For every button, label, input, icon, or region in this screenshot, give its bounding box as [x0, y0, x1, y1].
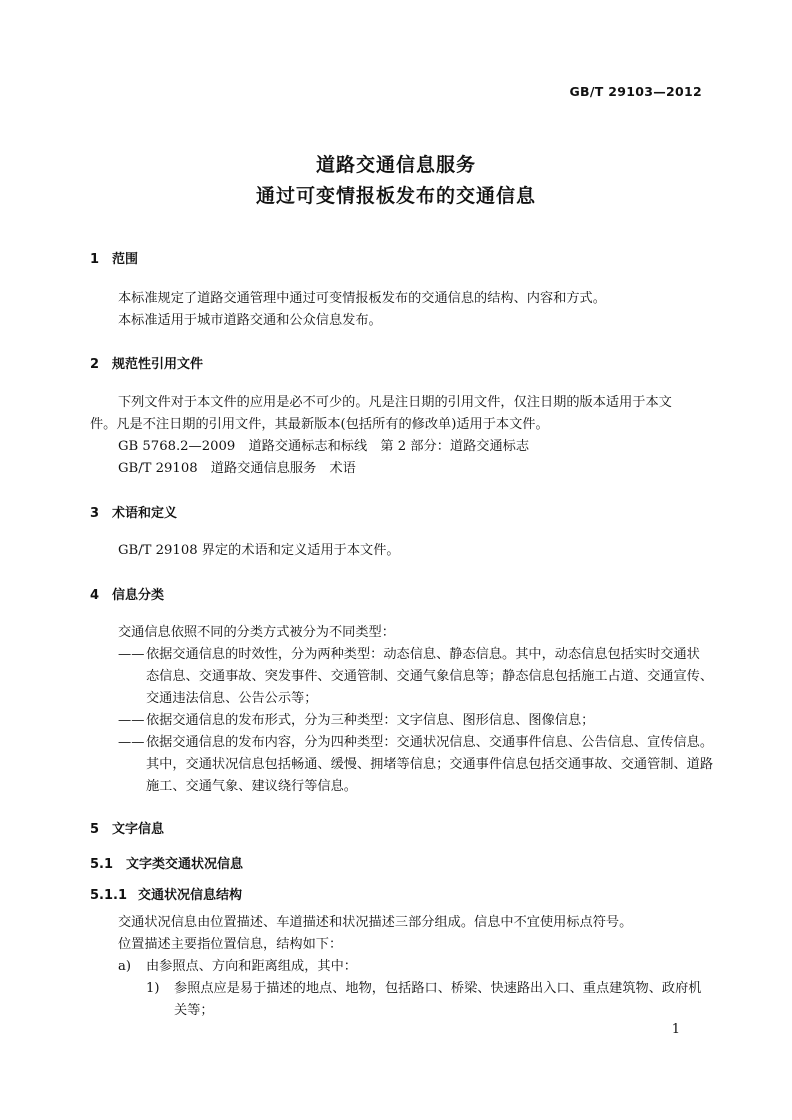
paragraph: 本标准规定了道路交通管理中通过可变情报板发布的交通信息的结构、内容和方式。 [118, 291, 606, 306]
reference-item: GB 5768.2—2009 道路交通标志和标线 第 2 部分：道路交通标志 [118, 439, 530, 454]
list-item [118, 710, 594, 732]
list-label: 1) [146, 981, 160, 996]
subsection-5-1-heading [90, 853, 243, 872]
section-number: 5 [90, 822, 100, 837]
paragraph: 位置描述主要指位置信息，结构如下： [118, 937, 343, 952]
list-item-continuation: 交通违法信息、公告公示等； [146, 691, 318, 706]
title-line-2: 通过可变情报板发布的交通信息 [255, 185, 536, 207]
paragraph: GB/T 29108 界定的术语和定义适用于本文件。 [118, 543, 400, 558]
section-1-heading [90, 248, 138, 267]
dash-marker: —— [118, 735, 145, 750]
paragraph: 交通状况信息由位置描述、车道描述和状况描述三部分组成。信息中不宜使用标点符号。 [118, 915, 633, 930]
section-number: 4 [90, 588, 100, 603]
standard-code: GB/T 29103—2012 [569, 84, 702, 99]
list-item-continuation: 施工、交通气象、建议绕行等信息。 [146, 779, 357, 794]
list-item-text: 依据交通信息的时效性，分为两种类型：动态信息、静态信息。其中，动态信息包括实时交通状 [146, 647, 700, 662]
page-number: 1 [671, 1022, 680, 1037]
section-5-heading [90, 818, 164, 837]
list-label: a) [118, 959, 132, 974]
subsection-5-1-1-heading [90, 884, 242, 903]
paragraph-line: 件。凡是不注日期的引用文件，其最新版本(包括所有的修改单)适用于本文件。 [90, 417, 549, 432]
list-item-continuation: 关等； [174, 1003, 214, 1018]
section-title: 文字信息 [112, 822, 165, 837]
paragraph-line: 下列文件对于本文件的应用是必不可少的。凡是注日期的引用文件，仅注日期的版本适用于本文 [118, 395, 672, 410]
dash-marker: —— [118, 713, 145, 728]
section-title: 文字类交通状况信息 [126, 857, 244, 872]
section-title: 信息分类 [112, 588, 165, 603]
dash-marker: —— [118, 647, 145, 662]
list-item-a [118, 956, 357, 978]
section-number: 5.1 [90, 857, 114, 872]
paragraph: 本标准适用于城市道路交通和公众信息发布。 [118, 313, 382, 328]
section-title: 交通状况信息结构 [138, 888, 243, 903]
list-item-text: 依据交通信息的发布内容，分为四种类型：交通状况信息、交通事件信息、公告信息、宣传信息。 [146, 735, 714, 750]
paragraph: 交通信息依照不同的分类方式被分为不同类型： [118, 625, 395, 640]
section-number: 3 [90, 506, 100, 521]
list-item-1 [146, 978, 702, 1000]
list-item-text: 依据交通信息的发布形式，分为三种类型：文字信息、图形信息、图像信息； [146, 713, 595, 728]
list-item-text: 由参照点、方向和距离组成，其中： [146, 959, 357, 974]
section-title: 术语和定义 [112, 506, 178, 521]
section-title: 规范性引用文件 [112, 357, 204, 372]
reference-item: GB/T 29108 道路交通信息服务 术语 [118, 461, 356, 476]
section-4-heading [90, 584, 164, 603]
list-item-text: 参照点应是易于描述的地点、地物，包括路口、桥梁、快速路出入口、重点建筑物、政府机 [174, 981, 702, 996]
section-title: 范围 [112, 252, 139, 267]
list-item-continuation: 其中，交通状况信息包括畅通、缓慢、拥堵等信息；交通事件信息包括交通事故、交通管制、道路 [146, 757, 714, 772]
section-number: 5.1.1 [90, 888, 128, 903]
title-line-1: 道路交通信息服务 [315, 154, 476, 176]
section-3-heading [90, 502, 177, 521]
section-2-heading [90, 353, 203, 372]
section-number: 1 [90, 252, 100, 267]
list-item-continuation: 态信息、交通事故、突发事件、交通管制、交通气象信息等；静态信息包括施工占道、交通宣传、 [146, 669, 714, 684]
list-item [118, 732, 713, 754]
list-item [118, 644, 700, 666]
section-number: 2 [90, 357, 100, 372]
